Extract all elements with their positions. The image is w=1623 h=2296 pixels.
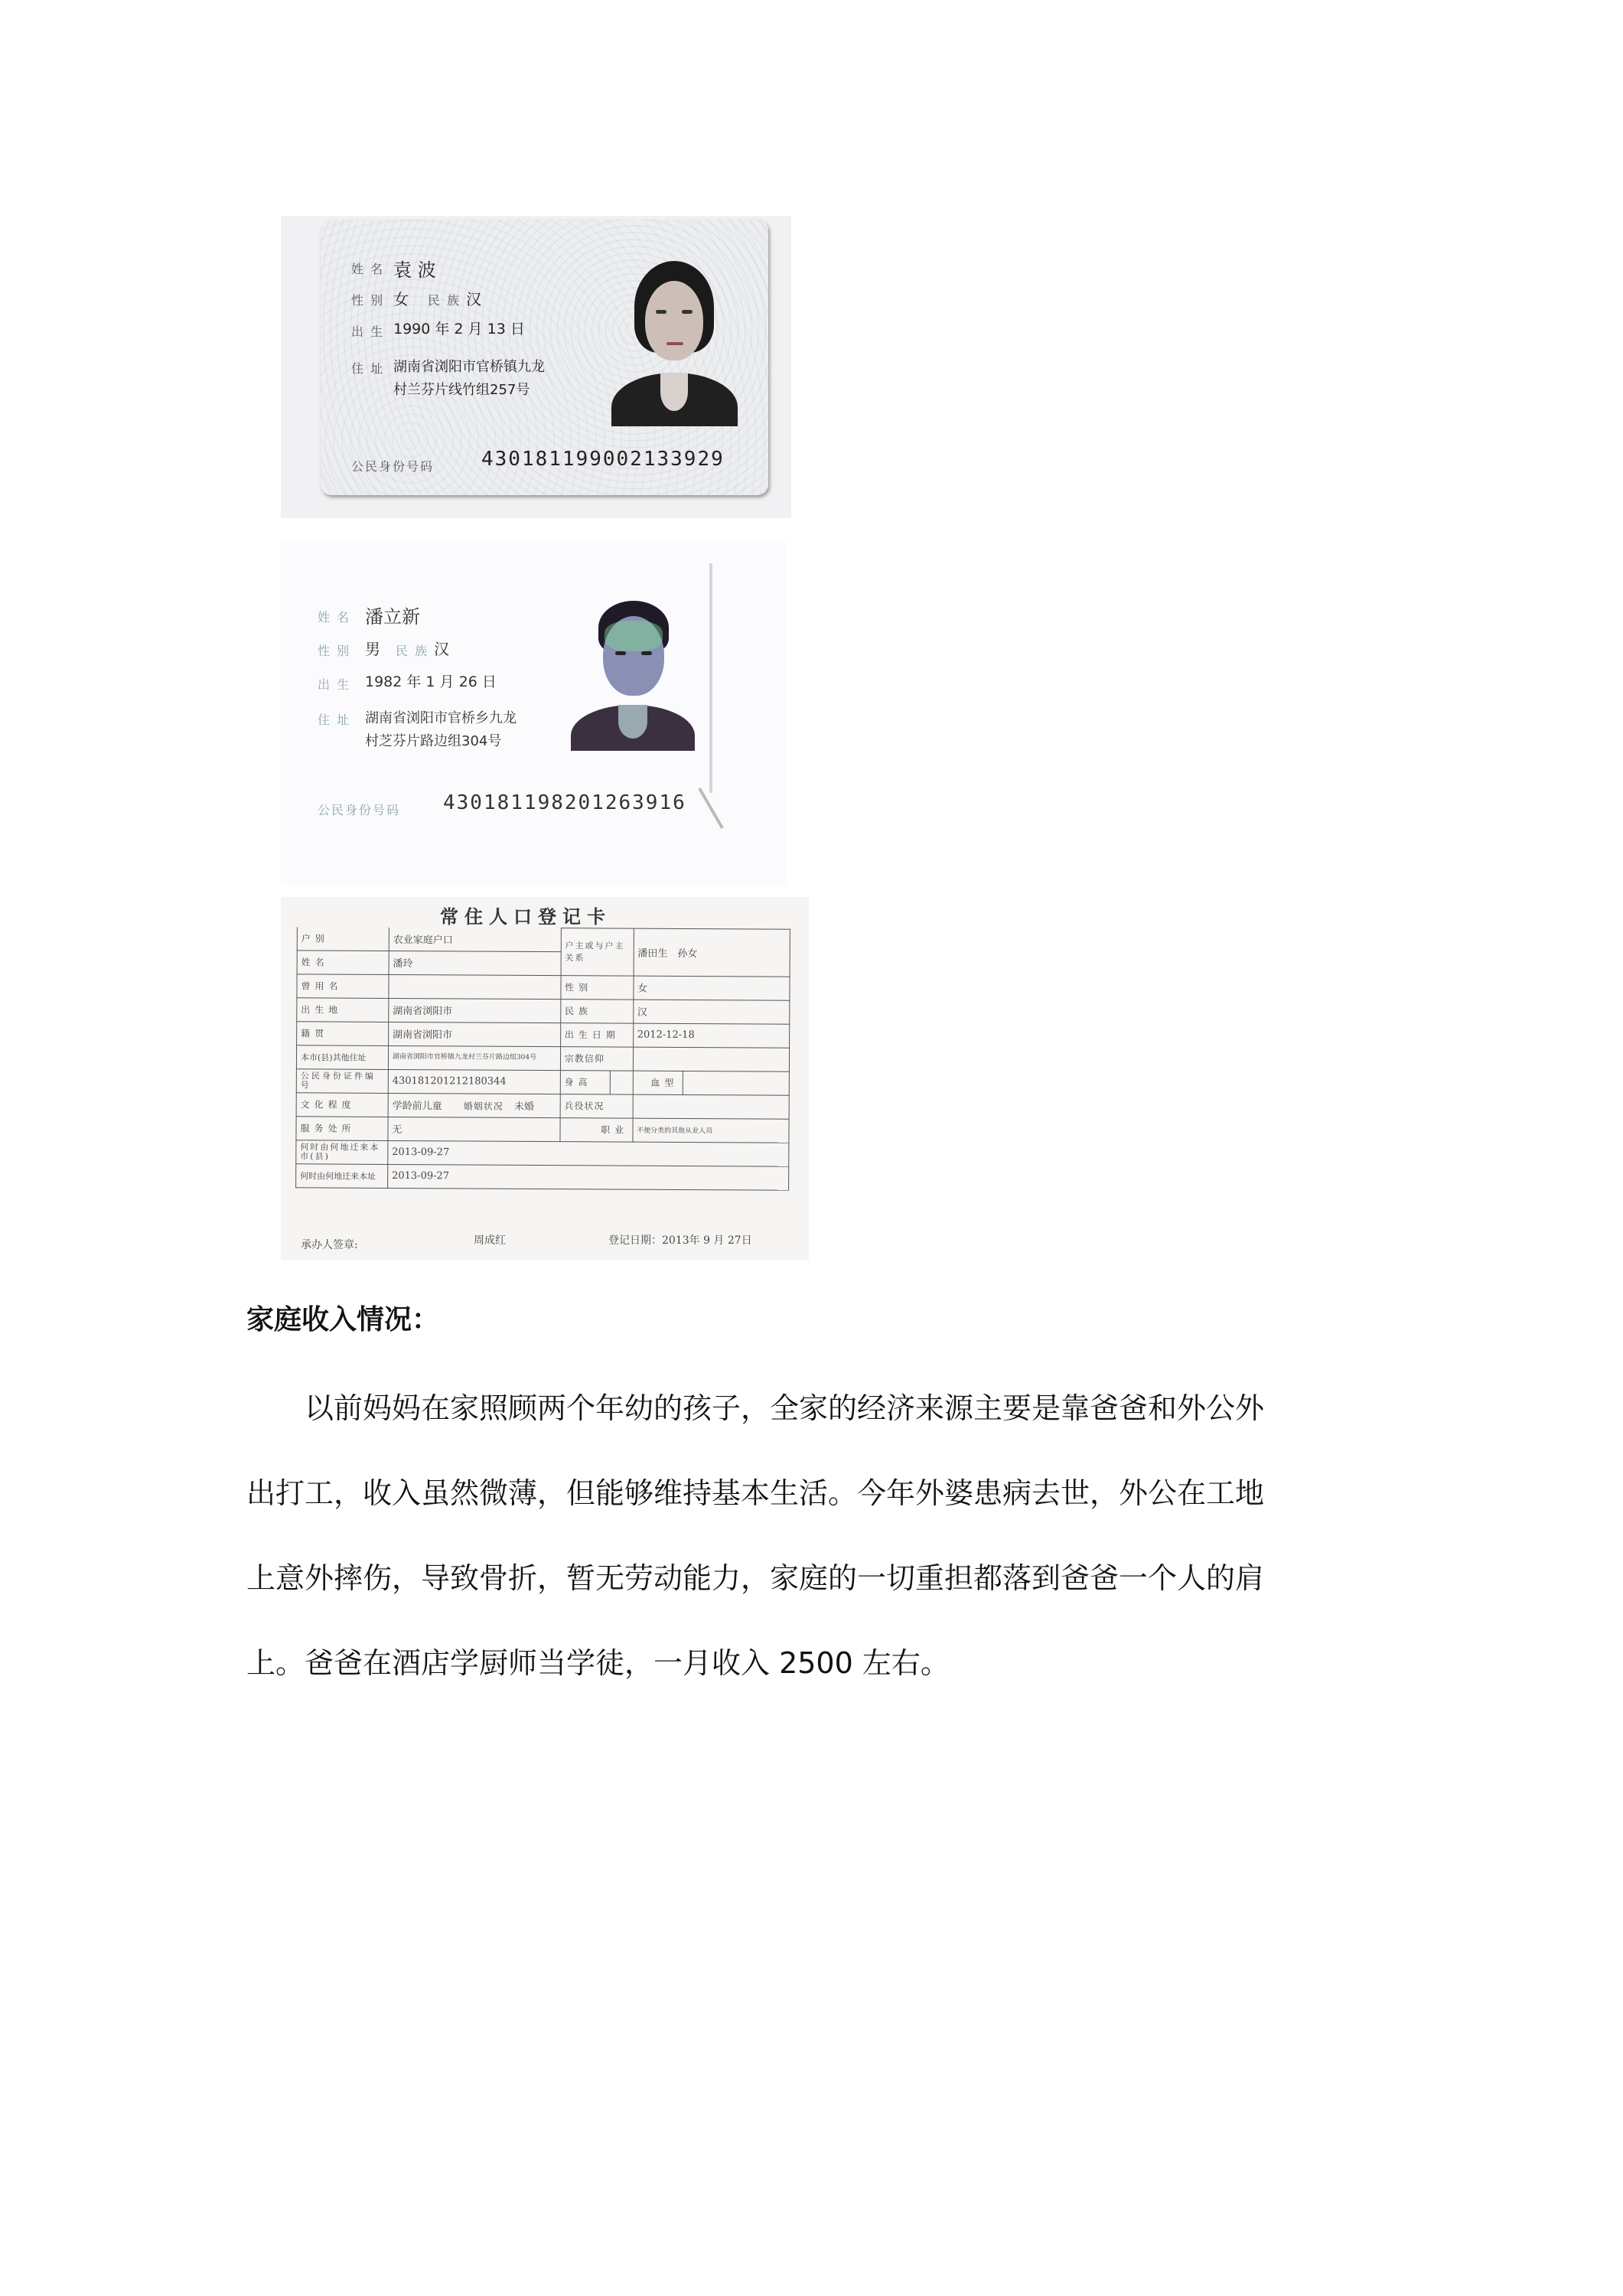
table-row bbox=[296, 1140, 789, 1166]
household-type-label: 户别 bbox=[297, 927, 389, 951]
birth-label: 出 生 bbox=[318, 677, 351, 692]
birth-value: 1982 年 1 月 26 日 bbox=[365, 673, 497, 690]
occupation-label: 职业 bbox=[560, 1117, 633, 1141]
move-in-address-value: 2013-09-27 bbox=[388, 1164, 789, 1190]
marital-value: 未婚 bbox=[513, 1101, 534, 1113]
table-row bbox=[297, 927, 790, 953]
relation-label: 户主或与户主关系 bbox=[561, 928, 634, 976]
id-card-scan-2 bbox=[281, 540, 786, 885]
table-row bbox=[296, 1068, 789, 1094]
move-in-city-value: 2013-09-27 bbox=[388, 1140, 789, 1166]
ethnic-value: 汉 bbox=[466, 290, 481, 308]
id-number-label: 公民身份证件编号 bbox=[296, 1068, 388, 1093]
sex-label: 性 别 bbox=[351, 293, 385, 308]
handler-label: 承办人签章: bbox=[301, 1239, 358, 1251]
sex-label: 性 别 bbox=[318, 644, 351, 658]
relation-value: 潘田生 孙女 bbox=[634, 928, 790, 977]
portrait-photo bbox=[605, 258, 743, 426]
birthplace-label: 出生地 bbox=[297, 997, 389, 1022]
household-type-value: 农业家庭户口 bbox=[389, 927, 561, 951]
marital-label: 婚姻状况 bbox=[463, 1101, 504, 1112]
move-in-city-label: 何时由何地迁来本市(县) bbox=[296, 1140, 388, 1164]
handler-name: 周成红 bbox=[474, 1234, 506, 1247]
native-place-value: 湖南省浏阳市 bbox=[389, 1022, 561, 1046]
ethnic-value: 汉 bbox=[633, 1000, 790, 1024]
ethnic-value: 汉 bbox=[434, 640, 449, 658]
paragraph-line-3: 上意外摔伤，导致骨折，暂无劳动能力，家庭的一切重担都落到爸爸一个人的肩 bbox=[246, 1561, 1265, 1595]
registration-date: 登记日期：2013年 9 月 27日 bbox=[608, 1234, 752, 1247]
religion-value bbox=[633, 1047, 790, 1071]
ethnic-label: 民 族 bbox=[428, 293, 461, 308]
address-line-2: 村兰芬片线竹组257号 bbox=[393, 382, 530, 398]
sex-value: 女 bbox=[393, 290, 409, 308]
birth-label: 出 生 bbox=[351, 325, 385, 339]
native-place-label: 籍贯 bbox=[297, 1021, 389, 1045]
table-row bbox=[296, 1045, 789, 1071]
education-text: 学龄前儿童 bbox=[392, 1100, 442, 1113]
address-line-2: 村芝芬片路边组304号 bbox=[365, 733, 502, 749]
other-address-label: 本市(县)其他住址 bbox=[296, 1045, 388, 1069]
table-row bbox=[297, 974, 790, 1000]
table-row bbox=[296, 1163, 789, 1189]
occupation-value: 不便分类的其他从业人员 bbox=[633, 1118, 790, 1143]
workplace-value: 无 bbox=[388, 1117, 560, 1141]
id-card-front bbox=[321, 220, 768, 495]
address-line-1: 湖南省浏阳市官桥乡九龙 bbox=[365, 710, 517, 726]
id-number-value: 430181199002133929 bbox=[481, 448, 725, 471]
alias-value bbox=[389, 974, 561, 999]
id-number-label: 公民身份号码 bbox=[351, 459, 435, 474]
workplace-label: 服务处所 bbox=[296, 1116, 388, 1140]
section-heading: 家庭收入情况： bbox=[246, 1304, 440, 1336]
birthdate-value: 2012-12-18 bbox=[633, 1023, 790, 1048]
id-number-value: 430181198201263916 bbox=[443, 791, 686, 814]
birthdate-label: 出生日期 bbox=[560, 1022, 633, 1046]
table-row bbox=[296, 1092, 789, 1118]
height-label: 身高 bbox=[560, 1070, 610, 1094]
education-value bbox=[388, 1093, 560, 1117]
name-label: 姓名 bbox=[297, 950, 389, 974]
table-row bbox=[297, 997, 790, 1023]
id-number-value: 430181201212180344 bbox=[388, 1069, 560, 1094]
ethnic-label: 民 族 bbox=[396, 644, 429, 658]
address-label: 住 址 bbox=[351, 361, 385, 376]
paragraph-line-4: 上。爸爸在酒店学厨师当学徒，一月收入 2500 左右。 bbox=[246, 1646, 950, 1680]
blood-type-value bbox=[683, 1071, 790, 1095]
name-value: 潘玲 bbox=[389, 951, 561, 975]
name-value: 潘立新 bbox=[365, 606, 420, 628]
ethnic-label: 民族 bbox=[560, 999, 633, 1022]
sex-value: 男 bbox=[365, 640, 380, 658]
paragraph-line-2: 出打工，收入虽然微薄，但能够维持基本生活。今年外婆患病去世，外公在工地 bbox=[246, 1476, 1265, 1510]
religion-label: 宗教信仰 bbox=[560, 1046, 633, 1070]
alias-label: 曾用名 bbox=[297, 974, 389, 998]
name-label: 姓 名 bbox=[318, 610, 351, 625]
blood-type-label: 血型 bbox=[633, 1071, 683, 1094]
military-label: 兵役状况 bbox=[560, 1094, 633, 1117]
move-in-address-label: 何时由何地迁来本址 bbox=[296, 1163, 388, 1188]
birth-value: 1990 年 2 月 13 日 bbox=[393, 321, 525, 338]
address-label: 住 址 bbox=[318, 713, 351, 727]
education-label: 文化程度 bbox=[296, 1092, 388, 1117]
income-paragraph bbox=[246, 1366, 1394, 1706]
table-row bbox=[296, 1116, 789, 1142]
table-row bbox=[297, 1021, 790, 1047]
id-card-scan-1 bbox=[281, 216, 791, 518]
registration-table bbox=[295, 926, 790, 1190]
name-label: 姓 名 bbox=[351, 262, 385, 276]
birthplace-value: 湖南省浏阳市 bbox=[389, 998, 561, 1022]
card-title: 常住人口登记卡 bbox=[440, 905, 611, 928]
paragraph-line-1: 以前妈妈在家照顾两个年幼的孩子，全家的经济来源主要是靠爸爸和外公外 bbox=[305, 1391, 1265, 1425]
id-number-label: 公民身份号码 bbox=[318, 803, 401, 817]
name-value: 袁 波 bbox=[393, 259, 436, 281]
height-value bbox=[610, 1070, 633, 1094]
military-value bbox=[633, 1094, 790, 1119]
sex-value: 女 bbox=[634, 976, 790, 1000]
household-registration-card bbox=[281, 897, 809, 1260]
sex-label: 性别 bbox=[561, 975, 634, 999]
other-address-value: 湖南省浏阳市官桥镇九龙村兰芬片路边组304号 bbox=[388, 1045, 560, 1070]
portrait-photo bbox=[568, 598, 698, 751]
address-line-1: 湖南省浏阳市官桥镇九龙 bbox=[393, 359, 545, 375]
